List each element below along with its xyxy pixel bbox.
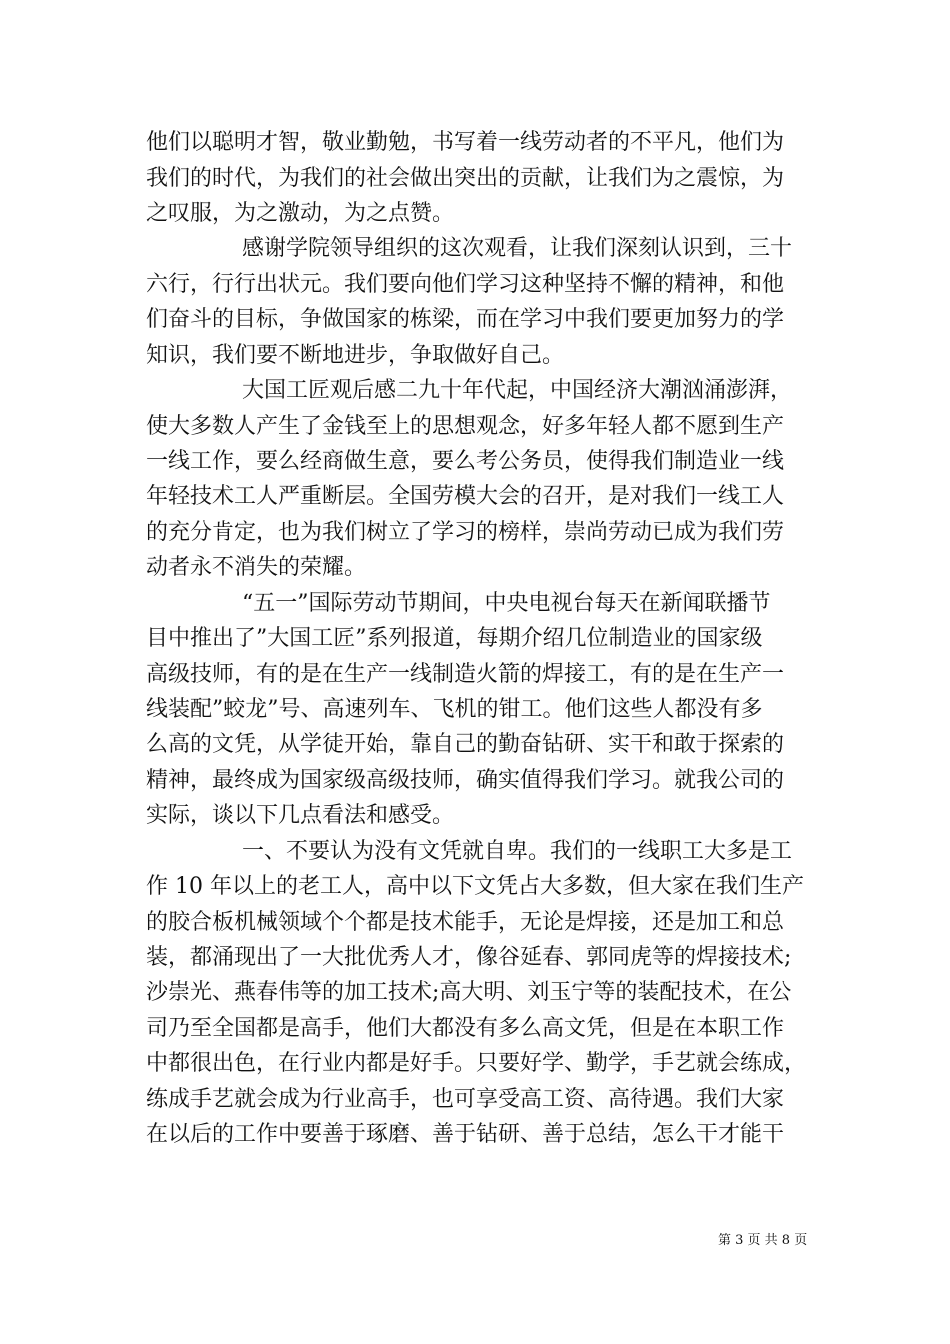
text-line: 在以后的工作中要善于琢磨、善于钻研、善于总结，怎么干才能干 bbox=[146, 1122, 785, 1147]
text-line: 装，都涌现出了一大批优秀人才，像谷延春、郭同虎等的焊接技术; bbox=[146, 945, 792, 970]
text-line: 沙崇光、燕春伟等的加工技术;高大明、刘玉宁等的装配技术，在公 bbox=[146, 980, 792, 1005]
text-line: 司乃至全国都是高手，他们大都没有多么高文凭，但是在本职工作 bbox=[146, 1016, 785, 1041]
text-line: 么高的文凭，从学徒开始，靠自己的勤奋钻研、实干和敢于探索的 bbox=[146, 732, 785, 757]
text-line: 高级技师，有的是在生产一线制造火箭的焊接工，有的是在生产一 bbox=[146, 662, 785, 687]
text-line: 精神，最终成为国家级高级技师，确实值得我们学习。就我公司的 bbox=[146, 768, 785, 793]
text-line: 年轻技术工人严重断层。全国劳模大会的召开，是对我们一线工人 bbox=[146, 484, 785, 509]
paragraph-first-line: 大国工匠观后感二九十年代起，中国经济大潮汹涌澎湃， bbox=[242, 378, 793, 403]
paragraph-first-line: 一、不要认为没有文凭就自卑。我们的一线职工大多是工 bbox=[242, 839, 793, 864]
text-line: 实际，谈以下几点看法和感受。 bbox=[146, 803, 455, 828]
text-line: 我们的时代，为我们的社会做出突出的贡献，让我们为之震惊，为 bbox=[146, 166, 785, 191]
text-line: 动者永不消失的荣耀。 bbox=[146, 555, 367, 580]
text-line: 中都很出色，在行业内都是好手。只要好学、勤学，手艺就会练成， bbox=[146, 1051, 807, 1076]
paragraph-first-line: “五一”国际劳动节期间，中央电视台每天在新闻联播节 bbox=[242, 591, 771, 616]
paragraph-first-line: 感谢学院领导组织的这次观看，让我们深刻认识到，三十 bbox=[242, 236, 793, 261]
text-line: 之叹服，为之激动，为之点赞。 bbox=[146, 201, 455, 226]
text-line: 他们以聪明才智，敬业勤勉，书写着一线劳动者的不平凡，他们为 bbox=[146, 130, 785, 155]
text-line: 六行，行行出状元。我们要向他们学习这种坚持不懈的精神，和他 bbox=[146, 272, 785, 297]
text-line: 线装配”蛟龙”号、高速列车、飞机的钳工。他们这些人都没有多 bbox=[146, 697, 763, 722]
text-line: 的胶合板机械领域个个都是技术能手，无论是焊接，还是加工和总 bbox=[146, 910, 785, 935]
text-line: 作 10 年以上的老工人，高中以下文凭占大多数，但大家在我们生产 bbox=[146, 874, 804, 899]
text-line: 一线工作，要么经商做生意，要么考公务员，使得我们制造业一线 bbox=[146, 449, 785, 474]
text-line: 练成手艺就会成为行业高手，也可享受高工资、高待遇。我们大家 bbox=[146, 1087, 785, 1112]
page-number: 第 3 页 共 8 页 bbox=[718, 1233, 808, 1248]
text-line: 使大多数人产生了金钱至上的思想观念，好多年轻人都不愿到生产 bbox=[146, 414, 785, 439]
text-line: 知识，我们要不断地进步，争取做好自己。 bbox=[146, 343, 565, 368]
text-line: 们奋斗的目标，争做国家的栋梁，而在学习中我们要更加努力的学 bbox=[146, 307, 785, 332]
text-line: 目中推出了”大国工匠”系列报道，每期介绍几位制造业的国家级 bbox=[146, 626, 763, 651]
text-line: 的充分肯定，也为我们树立了学习的榜样，崇尚劳动已成为我们劳 bbox=[146, 520, 785, 545]
